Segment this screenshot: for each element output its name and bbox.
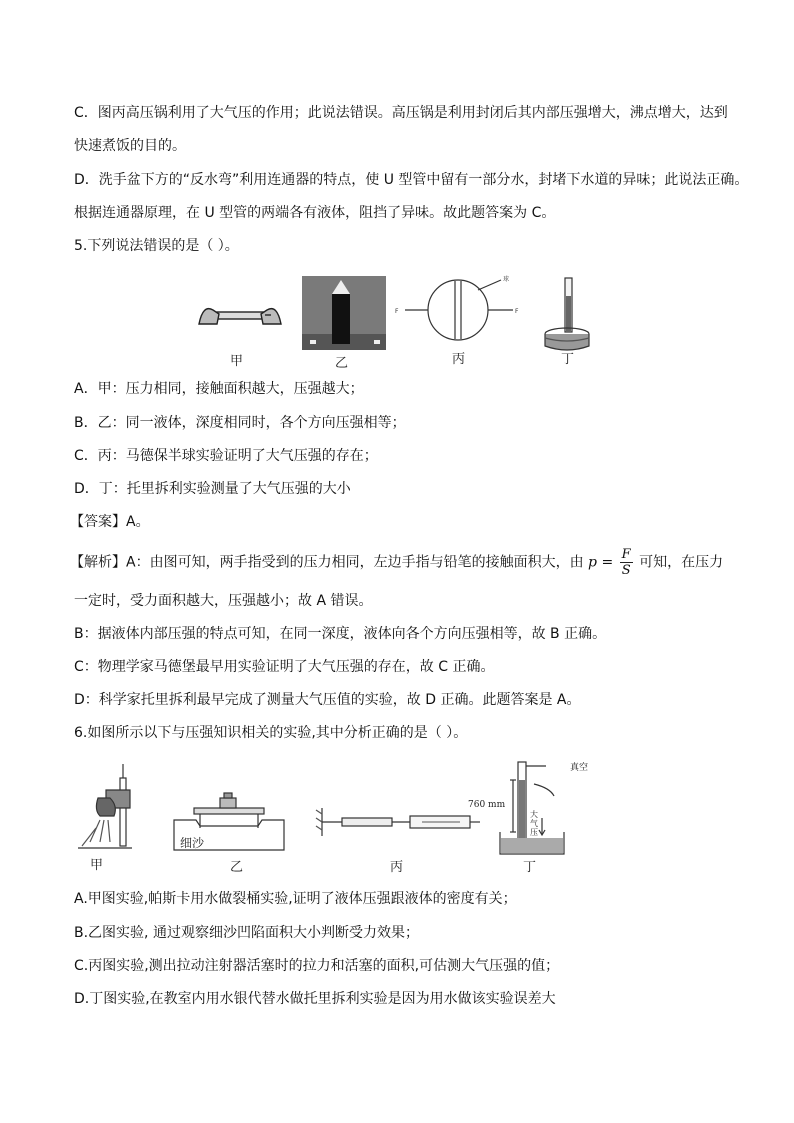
formula-denominator: S	[621, 563, 631, 578]
question-6-figure	[70, 758, 610, 876]
fig6-vacuum-label: 真空	[570, 763, 589, 773]
svg-text:F: F	[515, 308, 519, 315]
fig5-ding-torricelli	[545, 278, 589, 350]
fig6-label-jia: 甲	[90, 858, 104, 873]
text-line: 根据连通器原理，在 U 型管的两端各有液体，阻挡了异味。故此题答案为 C。	[74, 205, 556, 221]
answer: 【答案】A。	[70, 514, 150, 530]
fig6-ding-torricelli	[500, 762, 564, 854]
formula-numerator: F	[621, 547, 631, 562]
fig5-label-yi: 乙	[335, 356, 349, 371]
svg-text:F: F	[395, 308, 399, 315]
question-6: 6.如图所示以下与压强知识相关的实验,其中分析正确的是（ ）。	[74, 725, 468, 741]
fig5-yi-photo	[302, 276, 386, 350]
fig6-sand-label: 细沙	[180, 836, 205, 850]
text-line: 一定时，受力面积越大，压强越小；故 A 错误。	[74, 593, 373, 609]
question-5-figure	[195, 272, 595, 370]
text-line: 快速煮饭的目的。	[74, 138, 186, 154]
analysis-text: 【解析】A：由图可知，两手指受到的压力相同，左边手指与铅笔的接触面积大，由	[70, 554, 584, 571]
analysis-line	[70, 547, 723, 578]
fig6-jia-barrel	[78, 764, 132, 848]
fig5-bing-hemispheres	[395, 275, 519, 340]
option-d: D．丁：托里拆利实验测量了大气压强的大小	[74, 481, 351, 497]
fig6-label-ding: 丁	[523, 860, 537, 875]
fig6-label-bing: 丙	[390, 860, 404, 875]
text-line: D．洗手盆下方的“反水弯”利用连通器的特点，使 U 型管中留有一部分水，封堵下水道的异味；此说法正确。	[74, 172, 749, 188]
fig6-atm-label: 大气压	[530, 810, 538, 837]
fig5-tag: 球	[503, 276, 510, 283]
fig5-jia-pencil	[199, 309, 281, 324]
fig6-bing-syringe	[316, 808, 480, 836]
text-line: C：物理学家马德堡最早用实验证明了大气压强的存在，故 C 正确。	[74, 659, 495, 675]
option-b: B．乙：同一液体，深度相同时，各个方向压强相等；	[74, 415, 406, 431]
option-a: A．甲：压力相同，接触面积越大，压强越大；	[74, 381, 364, 397]
figure-5-drawing	[195, 272, 595, 370]
fig5-label-jia: 甲	[230, 354, 244, 369]
text-line: C．图丙高压锅利用了大气压的作用；此说法错误。高压锅是利用封闭后其内部压强增大，沸点增大，达到	[74, 105, 728, 121]
option-d: D.丁图实验,在教室内用水银代替水做托里拆利实验是因为用水做该实验误差大	[74, 991, 556, 1007]
text-line: D：科学家托里拆利最早完成了测量大气压值的实验，故 D 正确。此题答案是 A。	[74, 692, 581, 708]
analysis-text-end: 可知，在压力	[639, 554, 724, 571]
formula-eq: =	[601, 554, 614, 571]
question-5: 5.下列说法错误的是（ ）。	[74, 238, 239, 254]
formula-p: p	[588, 554, 597, 571]
fig6-label-yi: 乙	[230, 860, 244, 875]
option-c: C.丙图实验,测出拉动注射器活塞时的拉力和活塞的面积,可估测大气压强的值；	[74, 958, 560, 974]
fig5-label-bing: 丙	[452, 352, 466, 367]
option-c: C．丙：马德保半球实验证明了大气压强的存在；	[74, 448, 378, 464]
fig6-mm-label: 760 mm	[468, 800, 506, 810]
text-line: B：据液体内部压强的特点可知，在同一深度，液体向各个方向压强相等，故 B 正确。	[74, 626, 607, 642]
option-b: B.乙图实验, 通过观察细沙凹陷面积大小判断受力效果；	[74, 925, 419, 941]
fig5-label-ding: 丁	[561, 352, 575, 367]
formula-fraction	[620, 547, 633, 578]
option-a: A.甲图实验,帕斯卡用水做裂桶实验,证明了液体压强跟液体的密度有关；	[74, 891, 517, 907]
